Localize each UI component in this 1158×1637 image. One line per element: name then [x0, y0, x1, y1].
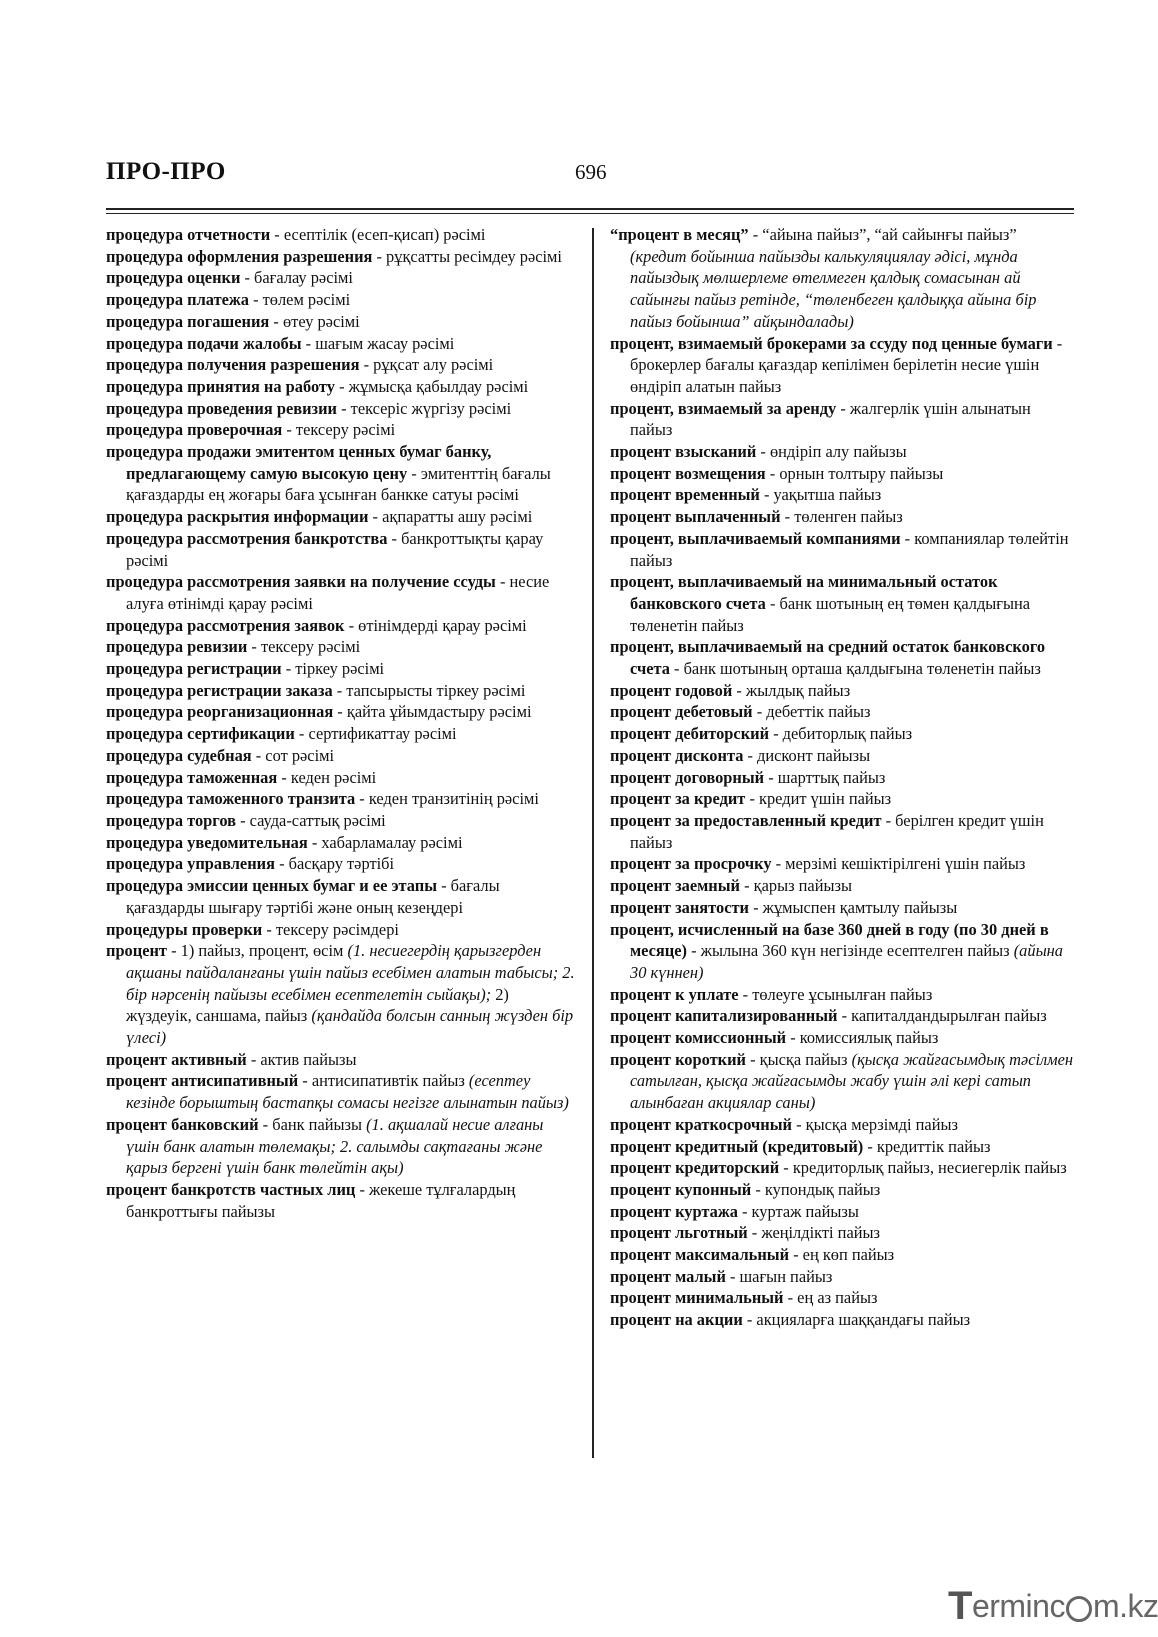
entry-term: процедура рассмотрения заявки на получение ссуды — [106, 572, 496, 592]
entry-definition: - берілген кредит үшін пайыз — [630, 810, 1044, 852]
entry-term: процент договорный — [610, 767, 765, 787]
entry-definition: - шағын пайыз — [725, 1266, 833, 1286]
entry-definition: - тексеру рәсімі — [247, 637, 361, 657]
entry-definition: - дебеттік пайыз — [752, 702, 871, 722]
entry-term: процент малый — [610, 1266, 726, 1286]
dictionary-entry — [610, 788, 1075, 810]
dictionary-entry — [610, 528, 1075, 571]
entry-definition: - есептілік (есеп-қисап) рәсімі — [270, 225, 486, 244]
entry-definition: - төленген пайыз — [780, 507, 903, 527]
dictionary-entry — [610, 723, 1075, 745]
entry-definition: - купондық пайыз — [751, 1179, 881, 1199]
right-column — [610, 224, 1075, 1331]
entry-term: процент активный — [106, 1049, 247, 1069]
entry-definition: - эмитенттің бағалы қағаздарды ең жоғары баға ұсынған банкке сатуы рәсімі — [126, 463, 551, 505]
dictionary-entry — [610, 484, 1075, 506]
entry-definition: - банк пайызы — [258, 1114, 367, 1134]
dictionary-entry — [106, 224, 576, 246]
dictionary-entry — [610, 701, 1075, 723]
dictionary-entry — [610, 1136, 1075, 1158]
entry-term: процедура сертификации — [106, 724, 295, 744]
entry-definition: - жұмыспен қамтылу пайызы — [748, 897, 958, 917]
entry-definition: - сауда-саттық рәсімі — [235, 810, 386, 830]
entry-definition: - ақпаратты ашу рәсімі — [368, 507, 533, 527]
entry-definition: - жеңілдікті пайыз — [747, 1223, 880, 1243]
dictionary-entry — [106, 1070, 576, 1113]
entry-term: процедура судебная — [106, 745, 252, 765]
header-rule-thin — [106, 213, 1074, 214]
entry-definition: - өндіріп алу пайызы — [756, 442, 907, 462]
dictionary-entry — [610, 506, 1075, 528]
entry-definition: - антисипативтік пайыз — [298, 1071, 469, 1091]
entry-term: процент, выплачиваемый на средний остаток банковского счета — [610, 637, 1046, 679]
dictionary-entry — [106, 419, 576, 441]
entry-definition: - бағалау рәсімі — [240, 268, 353, 288]
dictionary-entry — [610, 1309, 1075, 1331]
entry-term: процент краткосрочный — [610, 1114, 792, 1134]
dictionary-entry — [106, 723, 576, 745]
dictionary-entry — [106, 615, 576, 637]
dictionary-entry — [106, 745, 576, 767]
watermark-post: m.kz — [1092, 1587, 1158, 1624]
entry-term: процент заемный — [610, 876, 740, 896]
entry-definition: - “айына пайыз”, “ай сайынғы пайыз” — [748, 225, 1017, 244]
entry-term: процедура проведения ревизии — [106, 398, 337, 418]
entry-term: процент кредиторский — [610, 1158, 780, 1178]
entry-term: процедуры проверки — [106, 919, 263, 939]
entry-term: процент — [106, 941, 167, 961]
entry-note: (есептеу кезінде борыштың бастапқы сомасы негізге алынатын пайыз) — [126, 1071, 569, 1113]
entry-term: процедура реорганизационная — [106, 702, 334, 722]
watermark-o-icon — [1066, 1596, 1092, 1622]
dictionary-entry — [106, 311, 576, 333]
dictionary-entry — [610, 897, 1075, 919]
entry-term: процент годовой — [610, 680, 733, 700]
entry-definition: - жылына 360 күн негізінде есептелген пайыз — [686, 941, 1014, 961]
dictionary-entry — [106, 658, 576, 680]
entry-note: (қысқа жайғасымдық тәсілмен сатылған, қысқа жайғасымды жабу үшін әлі кері сатып алынбаған акциялар саны) — [630, 1049, 1074, 1113]
entry-term: процедура оформления разрешения — [106, 246, 373, 266]
entry-definition: - куртаж пайызы — [737, 1201, 859, 1221]
entry-definition: - рұқсат алу рәсімі — [359, 355, 494, 375]
entry-term: процедура рассмотрения банкротства — [106, 528, 388, 548]
entry-term: процент взысканий — [610, 442, 757, 462]
dictionary-entry — [106, 636, 576, 658]
dictionary-entry — [106, 767, 576, 789]
entry-definition: - уақытша пайыз — [759, 485, 882, 505]
dictionary-entry — [106, 354, 576, 376]
dictionary-entry — [610, 1244, 1075, 1266]
entry-definition: - жекеше тұлғалардың банкроттығы пайызы — [126, 1179, 516, 1221]
dictionary-entry — [106, 441, 576, 506]
entry-term: процент, взимаемый брокерами за ссуду под ценные бумаги — [610, 333, 1053, 353]
dictionary-entry — [610, 1287, 1075, 1309]
entry-definition: - несие алуға өтінімді қарау рәсімі — [126, 572, 550, 613]
dictionary-entry — [610, 571, 1075, 636]
dictionary-entry — [106, 701, 576, 723]
termincom-watermark-logo — [948, 1586, 1158, 1626]
entry-term: процент за просрочку — [610, 854, 772, 874]
dictionary-entry — [106, 940, 576, 1049]
entry-term: процент к уплате — [610, 984, 739, 1004]
entry-definition: - өтінімдерді қарау рәсімі — [344, 615, 527, 635]
entry-definition: - дисконт пайызы — [743, 745, 871, 765]
entry-definition: - сот рәсімі — [251, 745, 335, 765]
entry-definition: - өтеу рәсімі — [269, 311, 360, 331]
entry-note: (қандайда болсын санның жүзден бір үлесі) — [126, 1006, 574, 1048]
entry-term: процент купонный — [610, 1179, 752, 1199]
entry-term: процедура рассмотрения заявок — [106, 615, 345, 635]
entry-term: процент капитализированный — [610, 1006, 838, 1026]
entry-definition: - банкроттықты қарау рәсімі — [126, 528, 544, 570]
dictionary-entry — [106, 376, 576, 398]
dictionary-entry — [610, 767, 1075, 789]
entry-term: процент выплаченный — [610, 507, 781, 527]
entry-definition: - қысқа мерзімді пайыз — [791, 1114, 958, 1134]
entry-term: процент антисипативный — [106, 1071, 299, 1091]
entry-definition: - капиталдандырылған пайыз — [837, 1006, 1047, 1026]
entry-definition: - актив пайызы — [246, 1049, 357, 1069]
dictionary-entry — [106, 853, 576, 875]
dictionary-entry — [106, 246, 576, 268]
entry-term: процент дисконта — [610, 745, 744, 765]
entry-term: процедура уведомительная — [106, 832, 308, 852]
entry-definition: - төлем рәсімі — [248, 290, 351, 310]
dictionary-entry — [610, 984, 1075, 1006]
entry-definition: - тіркеу рәсімі — [281, 659, 385, 679]
entry-term: процент дебетовый — [610, 702, 753, 722]
entry-term: процент максимальный — [610, 1245, 790, 1265]
dictionary-entry — [106, 919, 576, 941]
dictionary-entry — [106, 267, 576, 289]
entry-term: процент банковский — [106, 1114, 259, 1134]
page-number: 696 — [575, 160, 607, 184]
entry-term: процент банкротств частных лиц — [106, 1179, 356, 1199]
dictionary-entry — [106, 333, 576, 355]
entry-definition: - шағым жасау рәсімі — [301, 333, 455, 353]
dictionary-entry — [106, 398, 576, 420]
column-divider — [592, 228, 594, 1458]
entry-term: процедура продажи эмитентом ценных бумаг банку, предлагающему самую высокую цену — [106, 442, 492, 483]
entry-definition: - тексеру рәсімдері — [262, 919, 399, 939]
entry-definition: - банк шотының ең төмен қалдығына төленетін пайыз — [630, 593, 1031, 635]
dictionary-entry — [610, 745, 1075, 767]
dictionary-entry — [106, 1179, 576, 1222]
entry-definition: - орнын толтыру пайызы — [765, 463, 944, 483]
left-column — [106, 224, 576, 1222]
dictionary-entry — [610, 875, 1075, 897]
entry-definition: - кеден транзитінің рәсімі — [355, 789, 539, 809]
entry-term: процедура отчетности — [106, 225, 271, 244]
entry-term: процент комиссионный — [610, 1028, 787, 1048]
dictionary-entry — [610, 441, 1075, 463]
entry-note: (кредит бойынша пайызды калькуляциялау әдісі, мұнда пайыздық мөлшерлеме өтелмеген қалдық сомасынан ай сайынғы пайыз ретінде, “төленбеген қалдыққа айына бір пайыз бойынша” айқындалады) — [630, 246, 1037, 331]
entry-definition: - жылдық пайыз — [732, 680, 851, 700]
entry-definition: - қарыз пайызы — [739, 876, 852, 896]
entry-term: процедура эмиссии ценных бумаг и ее этапы — [106, 876, 438, 896]
entry-term: процент за кредит — [610, 789, 746, 809]
dictionary-entry — [106, 680, 576, 702]
entry-term: процент возмещения — [610, 463, 766, 483]
entry-definition: - ең аз пайыз — [783, 1288, 878, 1308]
entry-definition: - басқару тәртібі — [274, 854, 395, 874]
dictionary-entry — [106, 788, 576, 810]
entry-definition: - тексеру рәсімі — [282, 420, 396, 440]
entry-term: процент занятости — [610, 897, 749, 917]
entry-term: процедура таможенного транзита — [106, 789, 356, 809]
dictionary-entry — [106, 875, 576, 918]
dictionary-entry — [106, 1049, 576, 1071]
entry-term: процент кредитный (кредитовый) — [610, 1136, 864, 1156]
entry-definition: - комиссиялық пайыз — [786, 1028, 939, 1048]
dictionary-entry — [610, 680, 1075, 702]
entry-definition: - дебиторлық пайыз — [769, 724, 913, 744]
entry-term: процент дебиторский — [610, 724, 770, 744]
entry-term: процедура регистрации — [106, 659, 282, 679]
entry-definition: - брокерлер бағалы қағаздар кепілімен берілетін несие үшін өндіріп алатын пайыз — [630, 333, 1063, 396]
entry-definition: - кеден рәсімі — [277, 767, 377, 787]
entry-term: процент, выплачиваемый на минимальный остаток банковского счета — [610, 572, 998, 613]
entry-definition: - жұмысқа қабылдау рәсімі — [334, 376, 529, 396]
dictionary-entry — [106, 832, 576, 854]
entry-definition: - сертификаттау рәсімі — [294, 724, 457, 744]
dictionary-entry — [610, 463, 1075, 485]
entry-term: процент куртажа — [610, 1201, 738, 1221]
entry-definition: - 1) пайыз, процент, өсім — [166, 941, 348, 961]
entry-term: процент временный — [610, 485, 760, 505]
entry-definition: - жалгерлік үшін алынатын пайыз — [630, 398, 1031, 440]
entry-term: процедура проверочная — [106, 420, 283, 440]
dictionary-entry — [610, 1005, 1075, 1027]
entry-term: процедура принятия на работу — [106, 376, 335, 396]
entry-definition: - банк шотының орташа қалдығына төленетін пайыз — [669, 659, 1041, 679]
dictionary-entry — [106, 810, 576, 832]
entry-definition: - шарттық пайыз — [764, 767, 886, 787]
entry-term: процент, взимаемый за аренду — [610, 398, 837, 418]
entry-term: процедура получения разрешения — [106, 355, 360, 375]
dictionary-entry — [106, 1114, 576, 1179]
entry-term: процедура раскрытия информации — [106, 507, 369, 527]
dictionary-entry — [610, 1157, 1075, 1179]
entry-term: процедура оценки — [106, 268, 241, 288]
dictionary-entry — [106, 506, 576, 528]
dictionary-entry — [610, 1179, 1075, 1201]
entry-definition: - мерзімі кешіктірілгені үшін пайыз — [771, 854, 1026, 874]
dictionary-entry — [106, 528, 576, 571]
dictionary-entry — [610, 333, 1075, 398]
header-rule-thick — [106, 208, 1074, 210]
entry-term: процент, выплачиваемый компаниями — [610, 528, 901, 548]
dictionary-entry — [106, 571, 576, 614]
entry-term: процент за предоставленный кредит — [610, 810, 882, 830]
entry-definition: - акцияларға шаққандағы пайыз — [742, 1310, 971, 1330]
entry-note: (1. ақшалай несие алғаны үшін банк алатын төлемақы; 2. салымды сақтағаны және қарыз бергені үшін банк төлейтін ақы) — [126, 1114, 544, 1178]
dictionary-entry — [610, 398, 1075, 441]
entry-definition: - қайта ұйымдастыру рәсімі — [333, 702, 532, 722]
dictionary-entry — [610, 1027, 1075, 1049]
entry-term: процедура платежа — [106, 290, 249, 310]
entry-note: (айына 30 күннен) — [630, 941, 1063, 982]
entry-definition: - ең көп пайыз — [789, 1245, 895, 1265]
dictionary-entry — [610, 810, 1075, 853]
dictionary-entry — [610, 1114, 1075, 1136]
entry-term: процент минимальный — [610, 1288, 784, 1308]
watermark-mid: erminc — [971, 1587, 1065, 1624]
entry-definition: - тексеріс жүргізу рәсімі — [337, 398, 512, 418]
dictionary-entry — [610, 1049, 1075, 1114]
page-header-title: ПРО-ПРО — [106, 158, 226, 185]
dictionary-entry — [610, 636, 1075, 679]
entry-definition: - хабарламалау рәсімі — [307, 832, 463, 852]
entry-term: процент на акции — [610, 1310, 743, 1330]
dictionary-entry — [610, 919, 1075, 984]
entry-term: процент короткий — [610, 1049, 746, 1069]
entry-definition: - төлеуге ұсынылған пайыз — [738, 984, 933, 1004]
entry-note: (1. несиегердің қарызгерден ақшаны пайдаланғаны үшін пайыз есебімен алатын табысы; 2. бір нәрсенің пайызы есебімен есептелетін сыйақы); — [126, 941, 575, 1004]
entry-term: процедура погашения — [106, 311, 270, 331]
dictionary-entry — [610, 224, 1075, 333]
dictionary-entry — [610, 1222, 1075, 1244]
entry-term: “процент в месяц” — [610, 225, 749, 244]
dictionary-entry — [610, 1266, 1075, 1288]
entry-term: процент, исчисленный на базе 360 дней в году (по 30 дней в месяце) — [610, 919, 1049, 961]
entry-definition: - кредит үшін пайыз — [745, 789, 892, 809]
entry-term: процедура управления — [106, 854, 275, 874]
dictionary-entry — [610, 853, 1075, 875]
dictionary-entry — [106, 289, 576, 311]
entry-definition: - компаниялар төлейтін пайыз — [630, 528, 1069, 570]
entry-definition: - кредиттік пайыз — [863, 1136, 991, 1156]
entry-term: процедура таможенная — [106, 767, 278, 787]
entry-definition: - кредиторлық пайыз, несиегерлік пайыз — [779, 1158, 1067, 1178]
entry-definition: - қысқа пайыз — [745, 1049, 852, 1069]
entry-term: процедура подачи жалобы — [106, 333, 302, 353]
entry-term: процент льготный — [610, 1223, 748, 1243]
dictionary-entry — [610, 1201, 1075, 1223]
entry-definition: 2) жүздеуік, саншама, пайыз — [126, 984, 509, 1026]
entry-term: процедура ревизии — [106, 637, 248, 657]
entry-term: процедура торгов — [106, 810, 236, 830]
entry-definition: - бағалы қағаздарды шығару тәртібі және оның кезеңдері — [126, 876, 500, 917]
entry-term: процедура регистрации заказа — [106, 680, 333, 700]
watermark-t: T — [948, 1584, 972, 1628]
entry-definition: - тапсырысты тіркеу рәсімі — [332, 680, 526, 700]
entry-definition: - рұқсатты ресімдеу рәсімі — [372, 246, 562, 266]
